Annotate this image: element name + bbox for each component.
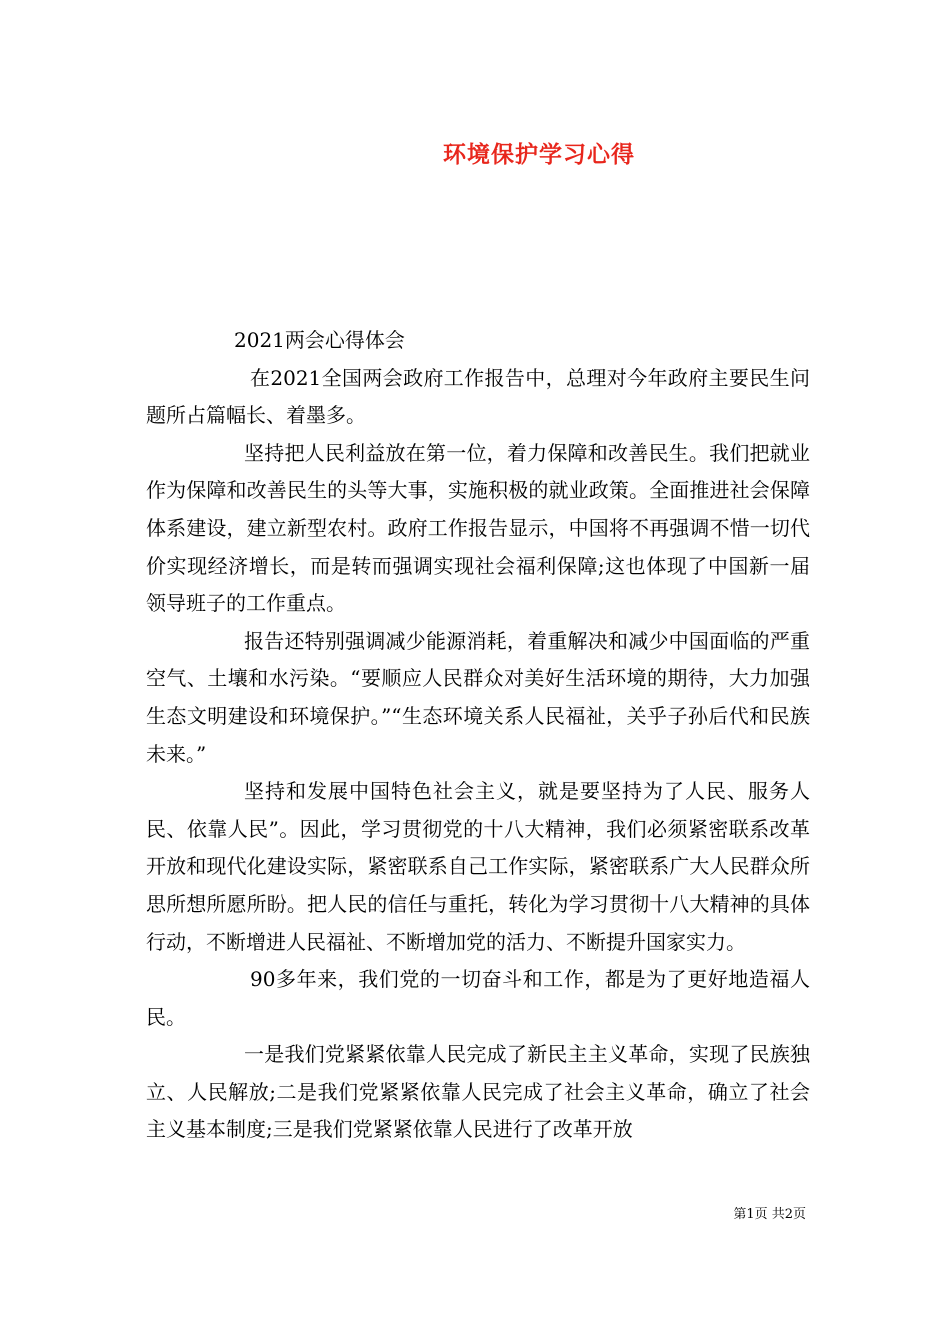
page-number: 第1页 共2页 <box>733 1207 806 1222</box>
paragraph-2: 坚持把人民利益放在第一位，着力保障和改善民生。我们把就业作为保障和改善民生的头等大事，实施积极的就业政策。全面推进社会保障体系建设，建立新型农村。政府工作报告显示，中国将不再强调不惜一切代价实现经济增长，而是转而强调实现社会福利保障;这也体现了中国新一届领导班子的工作重点。 <box>146 440 810 616</box>
document-body <box>146 322 810 1149</box>
paragraph-1: 在2021全国两会政府工作报告中，总理对今年政府主要民生问题所占篇幅长、着墨多。 <box>146 365 810 428</box>
paragraph-4: 坚持和发展中国特色社会主义，就是要坚持为了人民、服务人民、依靠人民”。因此，学习贯彻党的十八大精神，我们必须紧密联系改革开放和现代化建设实际，紧密联系自己工作实际，紧密联系广大人民群众所思所想所愿所盼。把人民的信任与重托，转化为学习贯彻十八大精神的具体行动，不断增进人民福祉、不断增加党的活力、不断提升国家实力。 <box>146 779 810 954</box>
document-subtitle: 2021两会心得体会 <box>234 328 405 352</box>
document-title: 环境保护学习心得 <box>443 141 635 168</box>
paragraph-6: 一是我们党紧紧依靠人民完成了新民主主义革命，实现了民族独立、人民解放;二是我们党紧紧依靠人民完成了社会主义革命，确立了社会主义基本制度;三是我们党紧紧依靠人民进行了改革开放 <box>146 1042 810 1142</box>
paragraph-3: 报告还特别强调减少能源消耗，着重解决和减少中国面临的严重空气、土壤和水污染。“要顺应人民群众对美好生活环境的期待，大力加强生态文明建设和环境保护。”“生态环境关系人民福祉，关乎子孙后代和民族未来。” <box>146 628 810 766</box>
paragraph-5: 90多年来，我们党的一切奋斗和工作，都是为了更好地造福人民。 <box>146 967 810 1029</box>
